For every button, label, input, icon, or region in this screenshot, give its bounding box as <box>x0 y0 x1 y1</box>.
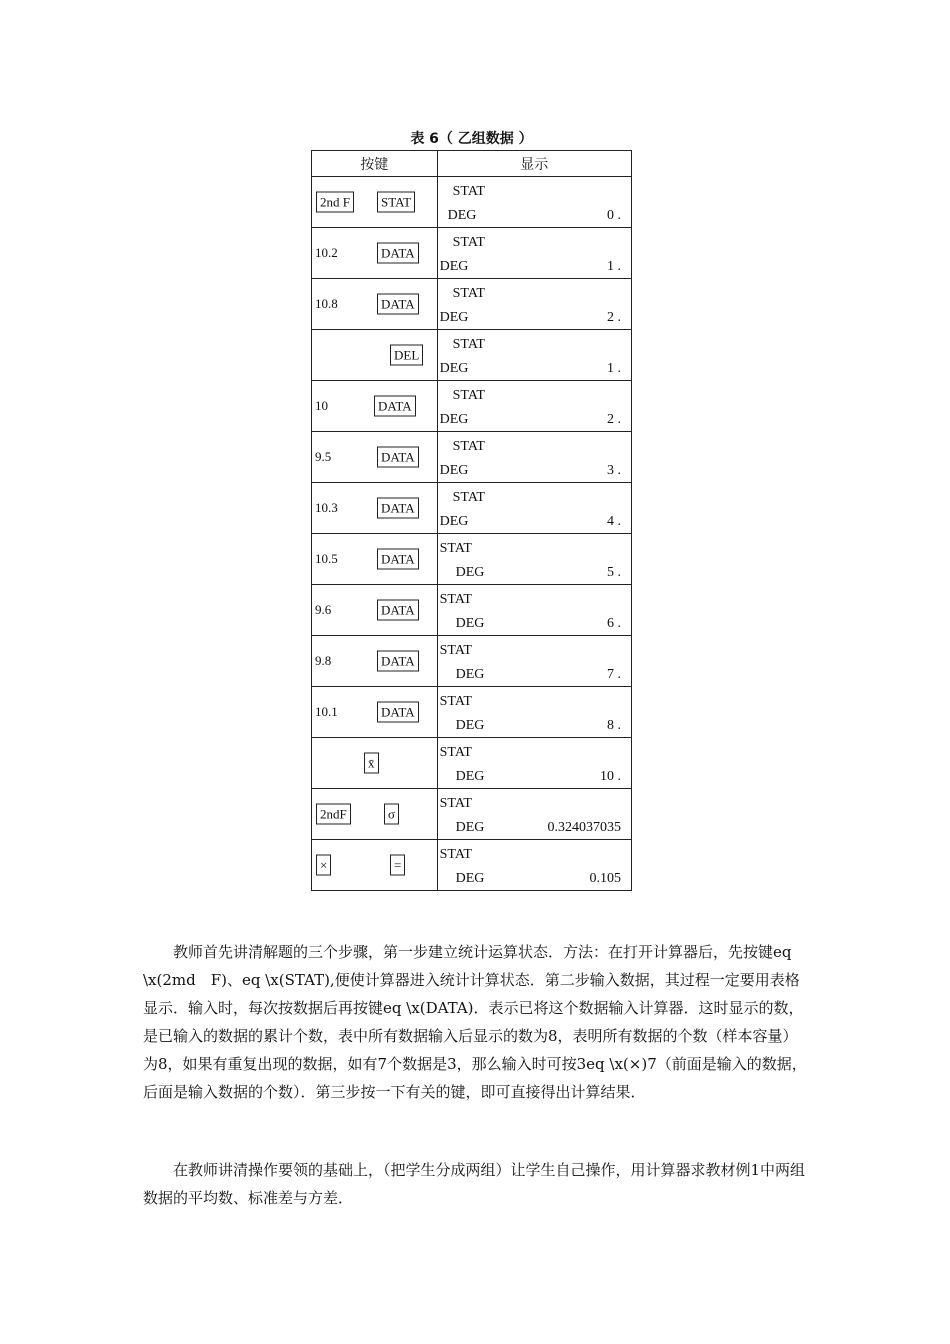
display-cell <box>437 636 631 687</box>
display-value: 3 . <box>607 463 621 478</box>
table-row <box>312 738 632 789</box>
key-cell <box>312 585 438 636</box>
display-value: 1 . <box>607 259 621 274</box>
key-cell <box>312 330 438 381</box>
display-value: 0.324037035 <box>547 820 621 835</box>
key-cell <box>312 789 438 840</box>
display-cell <box>437 789 631 840</box>
deg-indicator: DEG <box>439 514 469 529</box>
display-cell <box>437 840 631 891</box>
calculator-key: x̄ <box>364 753 379 774</box>
calculator-key: 2nd F <box>316 192 354 213</box>
calculator-key: DATA <box>377 549 419 570</box>
display-value: 2 . <box>607 412 621 427</box>
stat-indicator: STAT <box>439 541 472 556</box>
deg-indicator: DEG <box>455 667 485 682</box>
input-value: 9.8 <box>315 653 332 668</box>
display-value: 4 . <box>607 514 621 529</box>
calculator-key: σ <box>384 804 399 825</box>
deg-indicator: DEG <box>455 820 485 835</box>
display-value: 7 . <box>607 667 621 682</box>
input-value: 10.3 <box>315 500 338 515</box>
paragraph-steps <box>143 938 808 1106</box>
deg-indicator: DEG <box>439 361 469 376</box>
paragraph-text: 在教师讲清操作要领的基础上，（把学生分成两组）让学生自己操作，用计算器求教材例1中两组数据的平均数、标准差与方差． <box>143 1161 806 1207</box>
key-cell <box>312 177 438 228</box>
table-caption: 表 6（ 乙组数据 ） <box>410 131 533 147</box>
display-cell <box>437 432 631 483</box>
display-cell <box>437 534 631 585</box>
calculator-key: DEL <box>390 345 423 366</box>
stat-indicator: STAT <box>439 745 472 760</box>
deg-indicator: DEG <box>455 565 485 580</box>
input-value: 10.8 <box>315 296 338 311</box>
key-cell <box>312 381 438 432</box>
display-value: 1 . <box>607 361 621 376</box>
table-row <box>312 636 632 687</box>
table-row <box>312 585 632 636</box>
key-cell <box>312 738 438 789</box>
display-cell <box>437 381 631 432</box>
display-cell <box>437 177 631 228</box>
table-row <box>312 687 632 738</box>
calculator-key: 2ndF <box>316 804 351 825</box>
stat-indicator: STAT <box>439 643 472 658</box>
input-value: 9.5 <box>315 449 332 464</box>
stat-indicator: STAT <box>439 592 472 607</box>
key-cell <box>312 534 438 585</box>
display-value: 0 . <box>607 208 621 223</box>
table-row <box>312 840 632 891</box>
data-table <box>311 150 632 891</box>
input-value: 10.2 <box>315 245 338 260</box>
calculator-key: DATA <box>377 498 419 519</box>
display-value: 0.105 <box>589 871 621 886</box>
paragraph-text: 教师首先讲清解题的三个步骤，第一步建立统计运算状态．方法：在打开计算器后，先按键eq \x(2md F)、eq \x(STAT),便使计算器进入统计计算状态．第二步输入数据，其过程一定要用表格显示．输入时，每次按数据后再按键eq \x(DATA)．表示已将这个数据输入计算器．这时显示的数，是已输入的数据的累计个数，表中所有数据输入后显示的数为8，表明所有数据的个数（样本容量）为8，如果有重复出现的数据，如有7个数据是3，那么输入时可按3eq \x(×)7（前面是输入的数据，后面是输入数据的个数）．第三步按一下有关的键，即可直接得出计算结果． <box>143 943 807 1101</box>
calculator-key: DATA <box>377 600 419 621</box>
display-value: 10 . <box>600 769 621 784</box>
deg-indicator: DEG <box>455 769 485 784</box>
key-cell <box>312 687 438 738</box>
deg-indicator: DEG <box>439 412 469 427</box>
display-cell <box>437 738 631 789</box>
key-cell <box>312 279 438 330</box>
key-cell <box>312 483 438 534</box>
display-cell <box>437 483 631 534</box>
stat-indicator: STAT <box>439 847 472 862</box>
stat-indicator: STAT <box>452 388 485 403</box>
display-value: 6 . <box>607 616 621 631</box>
calculator-key: DATA <box>374 396 416 417</box>
display-cell <box>437 228 631 279</box>
calculator-key: DATA <box>377 702 419 723</box>
stat-indicator: STAT <box>452 184 485 199</box>
stat-indicator: STAT <box>452 286 485 301</box>
key-cell <box>312 432 438 483</box>
key-cell <box>312 228 438 279</box>
display-cell <box>437 687 631 738</box>
display-value: 8 . <box>607 718 621 733</box>
table-row <box>312 330 632 381</box>
calculator-key: × <box>316 855 331 876</box>
key-cell <box>312 840 438 891</box>
stat-indicator: STAT <box>452 337 485 352</box>
calculator-key: DATA <box>377 447 419 468</box>
input-value: 9.6 <box>315 602 332 617</box>
table-row <box>312 381 632 432</box>
deg-indicator: DEG <box>439 310 469 325</box>
deg-indicator: DEG <box>455 871 485 886</box>
header-keys: 按键 <box>312 151 438 177</box>
calculator-key: DATA <box>377 294 419 315</box>
table-row <box>312 789 632 840</box>
stat-indicator: STAT <box>452 490 485 505</box>
stat-indicator: STAT <box>439 796 472 811</box>
stat-indicator: STAT <box>439 694 472 709</box>
table-row <box>312 279 632 330</box>
header-display: 显示 <box>437 151 631 177</box>
key-cell <box>312 636 438 687</box>
calculator-key: DATA <box>377 243 419 264</box>
table-row <box>312 228 632 279</box>
deg-indicator: DEG <box>439 463 469 478</box>
display-cell <box>437 585 631 636</box>
table-header-row <box>312 151 632 177</box>
deg-indicator: DEG <box>439 259 469 274</box>
display-value: 5 . <box>607 565 621 580</box>
table-row <box>312 177 632 228</box>
deg-indicator: DEG <box>455 718 485 733</box>
deg-indicator: DEG <box>455 616 485 631</box>
input-value: 10.5 <box>315 551 338 566</box>
calculator-key: = <box>390 855 405 876</box>
input-value: 10 <box>315 398 328 413</box>
stat-indicator: STAT <box>452 235 485 250</box>
stat-indicator: STAT <box>452 439 485 454</box>
input-value: 10.1 <box>315 704 338 719</box>
table-row <box>312 483 632 534</box>
calculator-key: STAT <box>377 192 415 213</box>
display-cell <box>437 279 631 330</box>
display-cell <box>437 330 631 381</box>
display-value: 2 . <box>607 310 621 325</box>
paragraph-practice <box>143 1156 808 1212</box>
calculator-key: DATA <box>377 651 419 672</box>
table-row <box>312 432 632 483</box>
table-row <box>312 534 632 585</box>
deg-indicator: DEG <box>447 208 477 223</box>
table-body <box>312 177 632 891</box>
